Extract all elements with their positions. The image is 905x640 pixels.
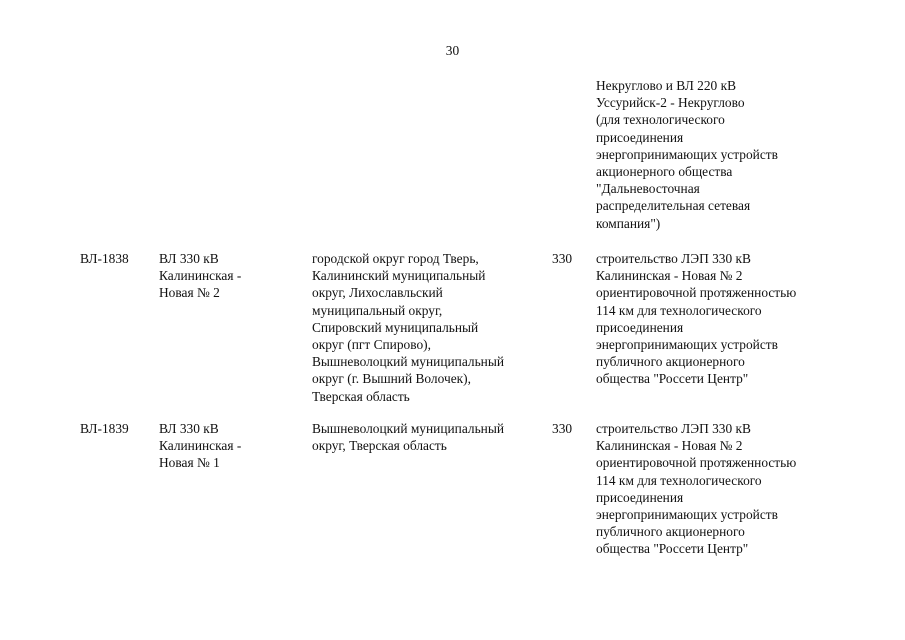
row-voltage: 330 (552, 421, 573, 436)
row-code: ВЛ-1838 (80, 251, 129, 266)
row-voltage: 330 (552, 251, 573, 266)
row-line-name: ВЛ 330 кВ Калининская - Новая № 1 (159, 421, 242, 471)
continued-purpose-text: Некруглово и ВЛ 220 кВ Уссурийск-2 - Некруглово (для технологического присоединения энергопринимающих устройств акционерного общества "Дальневосточная распределительная сетевая компания") (596, 78, 778, 231)
row-code: ВЛ-1839 (80, 421, 129, 436)
page-number: 30 (445, 43, 460, 58)
row-purpose: строительство ЛЭП 330 кВ Калининская - Новая № 2 ориентировочной протяженностью 114 км для технологического присоединения энергопринимающих устройств публичного акционерного общества "Россети Центр" (596, 421, 797, 557)
row-location: Вышневолоцкий муниципальный округ, Тверская область (312, 421, 505, 454)
row-location: городской округ город Тверь, Калининский муниципальный округ, Лихославльский муниципальный округ, Спировский муниципальный округ (пгт Спирово), Вышневолоцкий муниципальный округ (г. Вышний Волочек), Тверская область (312, 251, 505, 404)
row-purpose: строительство ЛЭП 330 кВ Калининская - Новая № 2 ориентировочной протяженностью 114 км для технологического присоединения энергопринимающих устройств публичного акционерного общества "Россети Центр" (596, 251, 797, 387)
row-line-name: ВЛ 330 кВ Калининская - Новая № 2 (159, 251, 242, 301)
